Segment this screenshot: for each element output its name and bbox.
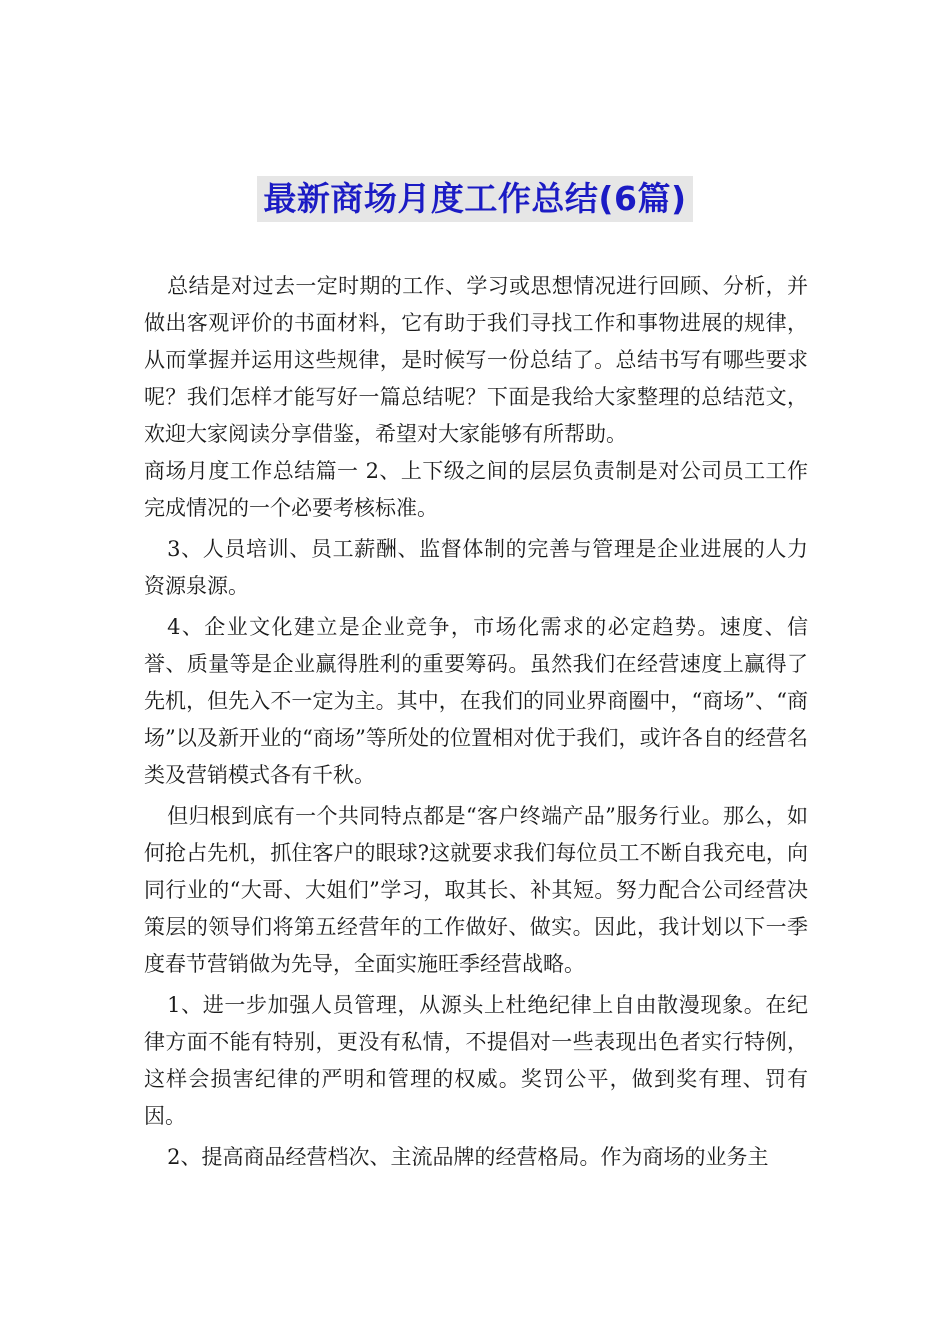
plan-point-1-paragraph: 1、进一步加强人员管理，从源头上杜绝纪律上自由散漫现象。在纪律方面不能有特别，更没有私情，不提倡对一些表现出色者实行特例，这样会损害纪律的严明和管理的权威。奖罚公平，做到奖有理、罚有因。 [144,993,808,1128]
document-body [144,268,808,1176]
intro-paragraph: 总结是对过去一定时期的工作、学习或思想情况进行回顾、分析，并做出客观评价的书面材料，它有助于我们寻找工作和事物进展的规律，从而掌握并运用这些规律，是时候写一份总结了。总结书写有哪些要求呢？我们怎样才能写好一篇总结呢？下面是我给大家整理的总结范文，欢迎大家阅读分享借鉴，希望对大家能够有所帮助。 [144,274,808,446]
title-container [0,176,950,222]
common-feature-paragraph: 但归根到底有一个共同特点都是“客户终端产品”服务行业。那么，如何抢占先机，抓住客户的眼球?这就要求我们每位员工不断自我充电，向同行业的“大哥、大姐们”学习，取其长、补其短。努力配合公司经营决策层的领导们将第五经营年的工作做好、做实。因此，我计划以下一季度春节营销做为先导，全面实施旺季经营战略。 [144,804,808,976]
section-paragraph: 商场月度工作总结篇一 2、上下级之间的层层负责制是对公司员工工作完成情况的一个必要考核标准。 [144,459,808,520]
plan-point-2-paragraph: 2、提高商品经营档次、主流品牌的经营格局。作为商场的业务主 [167,1145,769,1169]
point-3-paragraph: 3、人员培训、员工薪酬、监督体制的完善与管理是企业进展的人力资源泉源。 [144,537,808,598]
point-4-paragraph: 4、企业文化建立是企业竞争，市场化需求的必定趋势。速度、信誉、质量等是企业赢得胜利的重要筹码。虽然我们在经营速度上赢得了先机，但先入不一定为主。其中，在我们的同业界商圈中，“商场”、“商场”以及新开业的“商场”等所处的位置相对优于我们，或许各自的经营名类及营销模式各有千秋。 [144,615,808,787]
document-title: 最新商场月度工作总结(6篇) [257,176,692,222]
